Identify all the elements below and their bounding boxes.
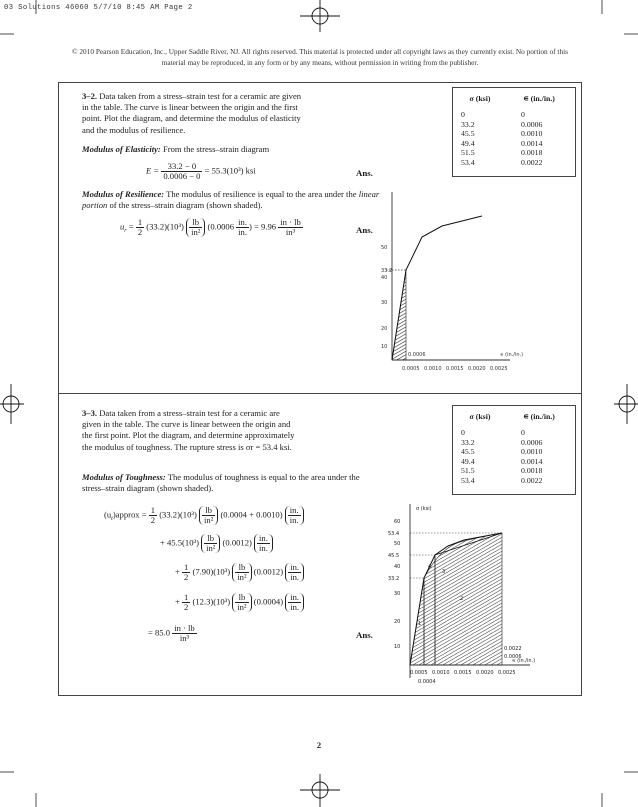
strain-cell: 0.0010 xyxy=(521,129,543,138)
half-num: 1 xyxy=(137,217,143,227)
stress-cell: 0 xyxy=(461,110,465,119)
in-num: in. xyxy=(290,562,300,572)
table-row xyxy=(453,148,571,158)
xtick-3: 0.0015 xyxy=(454,670,472,676)
region-2: 2 xyxy=(460,596,464,602)
ylabel-30: 30 xyxy=(394,591,401,597)
in-num: in. xyxy=(238,217,248,227)
eq-fraction xyxy=(161,162,202,181)
xtick-4: 0.0020 xyxy=(468,366,486,372)
stress-cell: 0 xyxy=(461,428,465,437)
strain-cell: 0.0018 xyxy=(521,466,543,475)
half-fraction xyxy=(182,563,190,582)
in-den: in. xyxy=(289,515,299,525)
in2-den: in² xyxy=(204,515,214,525)
half-den: 2 xyxy=(137,227,143,237)
strain-cell: 0.0010 xyxy=(521,447,543,456)
half-num: 1 xyxy=(184,562,189,572)
stress-cell: 51.5 xyxy=(461,148,475,157)
in2-den: in² xyxy=(237,572,247,582)
unit-num: in · lb xyxy=(280,217,301,227)
ylabel-33-2: 33.2 xyxy=(388,576,400,582)
toughness-line-3 xyxy=(175,563,304,582)
header-strain: ∊ (in./in.) xyxy=(523,412,555,422)
stress-cell: 51.5 xyxy=(461,466,475,475)
stress-cell: 53.4 xyxy=(461,157,475,167)
region-4: 4 xyxy=(428,564,432,570)
toughness-text: The modulus of toughness is equal to the area under the stress–strain diagram (shown shaded). xyxy=(82,472,360,494)
ylabel-40: 40 xyxy=(394,564,401,570)
xmark-0-0022: 0.0022 xyxy=(504,646,522,652)
resilience-text-a: The modulus of resilience is equal to the area under the xyxy=(166,189,357,199)
answer-label: Ans. xyxy=(356,630,373,640)
xtick-4: 0.0020 xyxy=(476,670,494,676)
strain-cell: 0.0022 xyxy=(521,475,543,485)
ytick-40: 40 xyxy=(381,275,388,281)
lb-num: lb xyxy=(235,593,248,603)
ytick-10: 10 xyxy=(381,344,388,350)
half-den: 2 xyxy=(184,572,189,582)
in-per-in xyxy=(236,218,249,237)
table-row xyxy=(453,428,571,438)
resilience-text-b: of the stress–strain diagram (shown shaded). xyxy=(109,200,263,211)
modulus-equation xyxy=(146,162,256,181)
ur-subscript: r xyxy=(124,228,127,235)
table-row xyxy=(453,447,571,457)
problem-3-2-statement xyxy=(82,91,302,136)
line1-stress: (33.2)(10³) xyxy=(159,509,197,520)
strain-cell: 0.0006 xyxy=(521,119,543,129)
ur-stress: (33.2)(10³) xyxy=(146,221,184,232)
half-num: 1 xyxy=(184,592,189,602)
region-3: 3 xyxy=(442,569,446,575)
in2-den: in² xyxy=(206,543,216,553)
strain-cell: 0.0014 xyxy=(521,138,543,148)
ur-result: = 9.96 xyxy=(254,221,277,232)
ylabel-60: 60 xyxy=(394,519,401,525)
stress-strain-sketch-3-3 xyxy=(380,500,540,692)
xtick-2: 0.0010 xyxy=(432,670,450,676)
lb-num: lb xyxy=(202,506,215,516)
table-row xyxy=(453,129,571,139)
problem-number: 3–3. xyxy=(82,408,98,418)
in-per-in xyxy=(285,593,304,612)
table-row xyxy=(453,158,571,168)
resilience-paragraph xyxy=(82,189,382,211)
answer-label: Ans. xyxy=(356,225,373,235)
in-den: in. xyxy=(259,543,268,553)
page-number: 2 xyxy=(316,740,322,750)
result-unit xyxy=(172,624,197,643)
ylabel-20: 20 xyxy=(394,619,401,625)
in-den: in. xyxy=(238,227,248,237)
table-row xyxy=(453,466,571,476)
toughness-label: Modulus of Toughness: xyxy=(82,472,166,482)
eq-numerator: 33.2 − 0 xyxy=(161,162,202,172)
stress-cell: 45.5 xyxy=(461,129,475,138)
toughness-line-1 xyxy=(104,506,304,525)
label-33-2: 33.2 xyxy=(381,268,393,274)
half-num: 1 xyxy=(150,505,156,515)
unit-den: in³ xyxy=(285,227,296,237)
xsub-0-0004: 0.0004 xyxy=(418,679,436,685)
ytick-50: 50 xyxy=(381,245,388,251)
stress-cell: 49.4 xyxy=(461,456,475,466)
in-num: in. xyxy=(259,533,268,543)
elasticity-label: Modulus of Elasticity: xyxy=(82,144,161,154)
header-stress: σ (ksi) xyxy=(469,94,491,104)
half-fraction xyxy=(149,506,157,525)
lb-num: lb xyxy=(204,534,217,544)
line2-stress: + 45.5(10³) xyxy=(160,537,199,548)
stress-cell: 33.2 xyxy=(461,437,475,447)
copyright-notice: © 2010 Pearson Education, Inc., Upper Saddle River, NJ. All rights reserved. This material is protected under all copyright laws as they currently exist. No portion of this material may be reproduced, in any form or by any means, without permission in writing from the publisher. xyxy=(72,47,568,67)
resilience-label: Modulus of Resilience: xyxy=(82,189,165,199)
in-num: in. xyxy=(289,505,299,515)
strain-cell: 0.0022 xyxy=(521,157,543,167)
toughness-line-4 xyxy=(175,593,304,612)
line4-stress: (12.3)(10³) xyxy=(192,596,231,607)
table-row xyxy=(453,120,571,130)
stress-strain-table xyxy=(452,87,576,177)
strain-cell: 0 xyxy=(521,428,525,437)
x-axis-label: ∊ (in./in.) xyxy=(500,352,524,358)
xtick-1: 0.0005 xyxy=(402,366,420,372)
elasticity-heading xyxy=(82,144,269,155)
in2-den: in² xyxy=(237,602,247,612)
xtick-3: 0.0015 xyxy=(446,366,464,372)
toughness-result xyxy=(148,624,197,643)
ylabel-53-4: 53.4 xyxy=(388,531,400,537)
header-stress: σ (ksi) xyxy=(469,412,491,422)
line1-strain: (0.0004 + 0.0010) xyxy=(220,509,283,520)
resilience-italic: linear portion xyxy=(82,189,380,211)
table-row xyxy=(453,476,571,486)
table-row xyxy=(453,457,571,467)
xtick-5: 0.0025 xyxy=(490,366,508,372)
strain-cell: 0.0006 xyxy=(521,437,543,447)
answer-label: Ans. xyxy=(356,168,373,178)
line3-stress: (7.90)(10³) xyxy=(192,566,231,577)
ur-symbol: u xyxy=(120,221,125,232)
lhs-open: (u xyxy=(104,509,112,520)
stress-cell: 53.4 xyxy=(461,475,475,485)
half-fraction xyxy=(136,218,144,237)
xtick-5: 0.0025 xyxy=(498,670,516,676)
region-1: 1 xyxy=(418,621,422,627)
table-row xyxy=(453,139,571,149)
ylabel-50: 50 xyxy=(394,541,401,547)
x-axis-label: ∊ (in./in.) xyxy=(512,658,536,664)
print-slug: 03 Solutions 46060 5/7/10 8:45 AM Page 2 xyxy=(4,4,193,12)
half-den: 2 xyxy=(184,602,189,612)
header-strain: ∊ (in./in.) xyxy=(523,94,555,104)
statement-text: Data taken from a stress–strain test for a ceramic are given in the table. The curve is linear between the origin and the first point. Plot the diagram, and determine approximately the modulus of toughness. The rupture stress is σr = 53.4 ksi. xyxy=(82,408,295,452)
unit-den: in³ xyxy=(179,633,190,643)
line4-strain: (0.0004) xyxy=(253,596,284,607)
in-den: in. xyxy=(290,572,300,582)
toughness-line-2 xyxy=(160,534,273,553)
elasticity-text: From the stress–strain diagram xyxy=(162,144,270,154)
stress-cell: 33.2 xyxy=(461,119,475,129)
problem-number: 3–2. xyxy=(82,91,98,101)
eq-lhs: E = xyxy=(146,165,160,176)
strain-cell: 0 xyxy=(521,110,525,119)
stress-strain-table xyxy=(452,405,576,495)
in-num: in. xyxy=(290,592,300,602)
lhs-tail: )approx = xyxy=(112,509,147,520)
lb-per-in2 xyxy=(201,534,220,553)
lb-num: lb xyxy=(189,218,202,228)
plus-sign: + xyxy=(175,596,180,607)
stress-cell: 45.5 xyxy=(461,447,475,456)
eq-denominator: 0.0006 − 0 xyxy=(163,171,201,181)
lb-per-in2 xyxy=(186,218,205,237)
ylabel-45-5: 45.5 xyxy=(388,553,400,559)
ur-equals: = xyxy=(128,221,134,232)
stress-strain-sketch-3-2 xyxy=(364,188,534,384)
ylabel-10: 10 xyxy=(394,644,401,650)
ytick-30: 30 xyxy=(381,300,388,306)
lb-num: lb xyxy=(235,563,248,573)
lb-per-in2 xyxy=(199,506,218,525)
in-per-in xyxy=(254,534,273,553)
lhs-subscript: t xyxy=(111,516,113,523)
lb-per-in2 xyxy=(232,563,251,582)
problem-3-3-statement xyxy=(82,408,296,453)
line3-strain: (0.0012) xyxy=(253,566,284,577)
half-fraction xyxy=(182,593,190,612)
unit-num: in · lb xyxy=(174,623,195,633)
strain-cell: 0.0014 xyxy=(521,456,543,466)
ur-strain: (0.0006 xyxy=(207,221,235,232)
table-header xyxy=(453,406,571,428)
strain-cell: 0.0018 xyxy=(521,148,543,157)
toughness-paragraph xyxy=(82,472,382,494)
resilience-equation: $u_r$ = $\frac{1}{2}$ (33.2)(10³) $\frac{lb}{\text{in²}}$ (0.0006 $\frac{in.}{in.}$ ) = 9.96 $\frac{in \cdot lb}{\text{in³}}$ xyxy=(120,217,301,237)
xtick-1: 0.0005 xyxy=(410,670,428,676)
mark-0-0006: 0.0006 xyxy=(408,352,426,358)
in2-den: in² xyxy=(191,227,201,237)
lb-per-in2 xyxy=(232,593,251,612)
result-value: = 85.0 xyxy=(148,627,171,638)
table-header xyxy=(453,88,571,110)
in-per-in xyxy=(285,506,304,525)
in-den: in. xyxy=(290,602,300,612)
in-per-in xyxy=(285,563,304,582)
ytick-20: 20 xyxy=(381,326,388,332)
xmark-0-0006: 0.0006 xyxy=(504,654,522,660)
table-row xyxy=(453,438,571,448)
half-den: 2 xyxy=(150,515,156,525)
stress-cell: 49.4 xyxy=(461,138,475,148)
statement-text: Data taken from a stress–strain test for a ceramic are given in the table. The curve is linear between the origin and the first point. Plot the diagram, and determine the modulus of elasticity and the modulus of resilience. xyxy=(82,91,302,135)
eq-result: = 55.3(10³) ksi xyxy=(204,165,256,176)
line2-strain: (0.0012) xyxy=(222,537,252,548)
plus-sign: + xyxy=(175,566,180,577)
xtick-2: 0.0010 xyxy=(424,366,442,372)
table-row xyxy=(453,110,571,120)
y-axis-label: σ (ksi) xyxy=(416,506,432,512)
result-unit xyxy=(278,218,303,237)
